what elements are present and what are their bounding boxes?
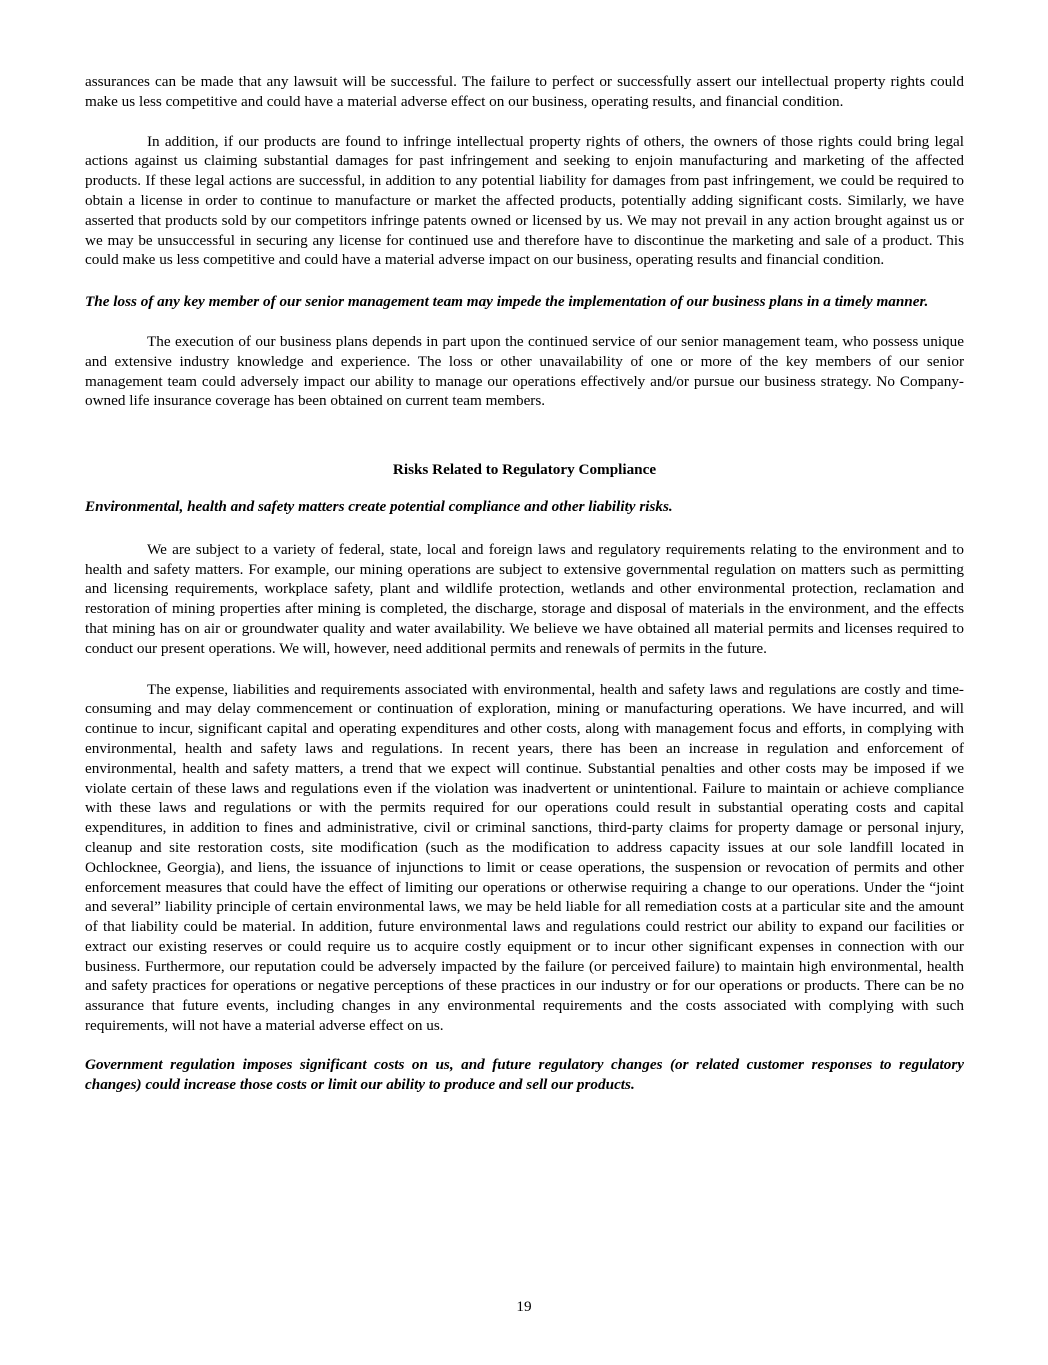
paragraph-compliance-costs: The expense, liabilities and requirements associated with environmental, health and safety laws and regulations are costly and time-consuming and may delay commencement or continuation of exploration, mining or manufacturing operations. We have incurred, and will continue to incur, significant capital and operating expenditures and other costs, along with management focus and efforts, in complying with environmental, health and safety laws and regulations. In recent years, there has been an increase in regulation and enforcement of environmental, health and safety matters, a trend that we expect will continue. Substantial penalties and other costs may be imposed if we violate certain of these laws and regulations even if the violation was inadvertent or unintentional. Failure to maintain or achieve compliance with these laws and regulations or with the permits required for our operations could result in substantial operating costs and capital expenditures, in addition to fines and administrative, civil or criminal sanctions, third-party claims for property damage or personal injury, cleanup and site restoration costs, site modification (such as the modification to address capacity issues at our sole landfill located in Ochlocknee, Georgia), and liens, the issuance of injunctions to limit or cease operations, the suspension or revocation of permits and other enforcement measures that could have the effect of limiting our operations or otherwise requiring a change to our operations. Under the “joint and several” liability principle of certain environmental laws, we may be held liable for all remediation costs at a particular site and the amount of that liability could be material. In addition, future environmental laws and regulations could restrict our ability to expand our facilities or extract our existing reserves or could require us to acquire costly equipment or to incur other significant expenses in connection with our business. Furthermore, our reputation could be adversely impacted by the failure (or perceived failure) to maintain high environmental, health and safety practices for operations or negative perceptions of these practices in our industry or for our operations or products. There can be no assurance that future events, including changes in any environmental requirements and the costs associated with complying with such requirements, will not have a material adverse effect on us. bbox=[85, 680, 964, 1035]
heading-environmental-health-safety: Environmental, health and safety matters create potential compliance and other liability risks. bbox=[85, 497, 673, 515]
paragraph-regulatory-requirements: We are subject to a variety of federal, state, local and foreign laws and regulatory requirements relating to the environment and to health and safety matters. For example, our mining operations are subject to extensive governmental regulation on matters such as permitting and licensing requirements, workplace safety, plant and wildlife protection, wetlands and other environmental protection, reclamation and restoration of mining properties after mining is completed, the discharge, storage and disposal of materials in the environment, and the effects that mining has on air or groundwater quality and water availability. We believe we have obtained all material permits and licenses required to conduct our present operations. We will, however, need additional permits and renewals of permits in the future. bbox=[85, 540, 964, 657]
paragraph-infringement-risks: In addition, if our products are found to infringe intellectual property rights of others, the owners of those rights could bring legal actions against us claiming substantial damages for past infringement and seeking to enjoin manufacturing and marketing of the affected products. If these legal actions are successful, in addition to any potential liability for damages from past infringement, we could be required to obtain a license in order to continue to manufacture or market the affected products, potentially adding significant costs. Similarly, we have asserted that products sold by our competitors infringe patents owned or licensed by us. We may not prevail in any action brought against us or we may be unsuccessful in securing any license for continued use and therefore have to discontinue the marketing and sale of a product. This could make us less competitive and could have a material adverse impact on our business, operating results and financial condition. bbox=[85, 132, 964, 269]
heading-key-management-loss: The loss of any key member of our senior management team may impede the implementation of our business plans in a timely manner. bbox=[85, 293, 929, 311]
document-page bbox=[85, 72, 964, 1094]
paragraph-intellectual-property-continued: assurances can be made that any lawsuit will be successful. The failure to perfect or successfully assert our intellectual property rights could make us less competitive and could have a material adverse effect on our business, operating results, and financial condition. bbox=[85, 73, 964, 110]
paragraph-senior-management: The execution of our business plans depends in part upon the continued service of our senior management team, who possess unique and extensive industry knowledge and experience. The loss or other unavailability of one or more of the key members of our senior management team could adversely impact our ability to manage our operations effectively and/or pursue our business strategy. No Company-owned life insurance coverage has been obtained on current team members. bbox=[85, 332, 964, 410]
heading-government-regulation-costs: Government regulation imposes significant costs on us, and future regulatory changes (or related customer responses to regulatory changes) could increase those costs or limit our ability to produce and sell our products. bbox=[85, 1055, 964, 1093]
page-number: 19 bbox=[516, 1298, 532, 1315]
section-title-regulatory-compliance: Risks Related to Regulatory Compliance bbox=[392, 461, 657, 479]
